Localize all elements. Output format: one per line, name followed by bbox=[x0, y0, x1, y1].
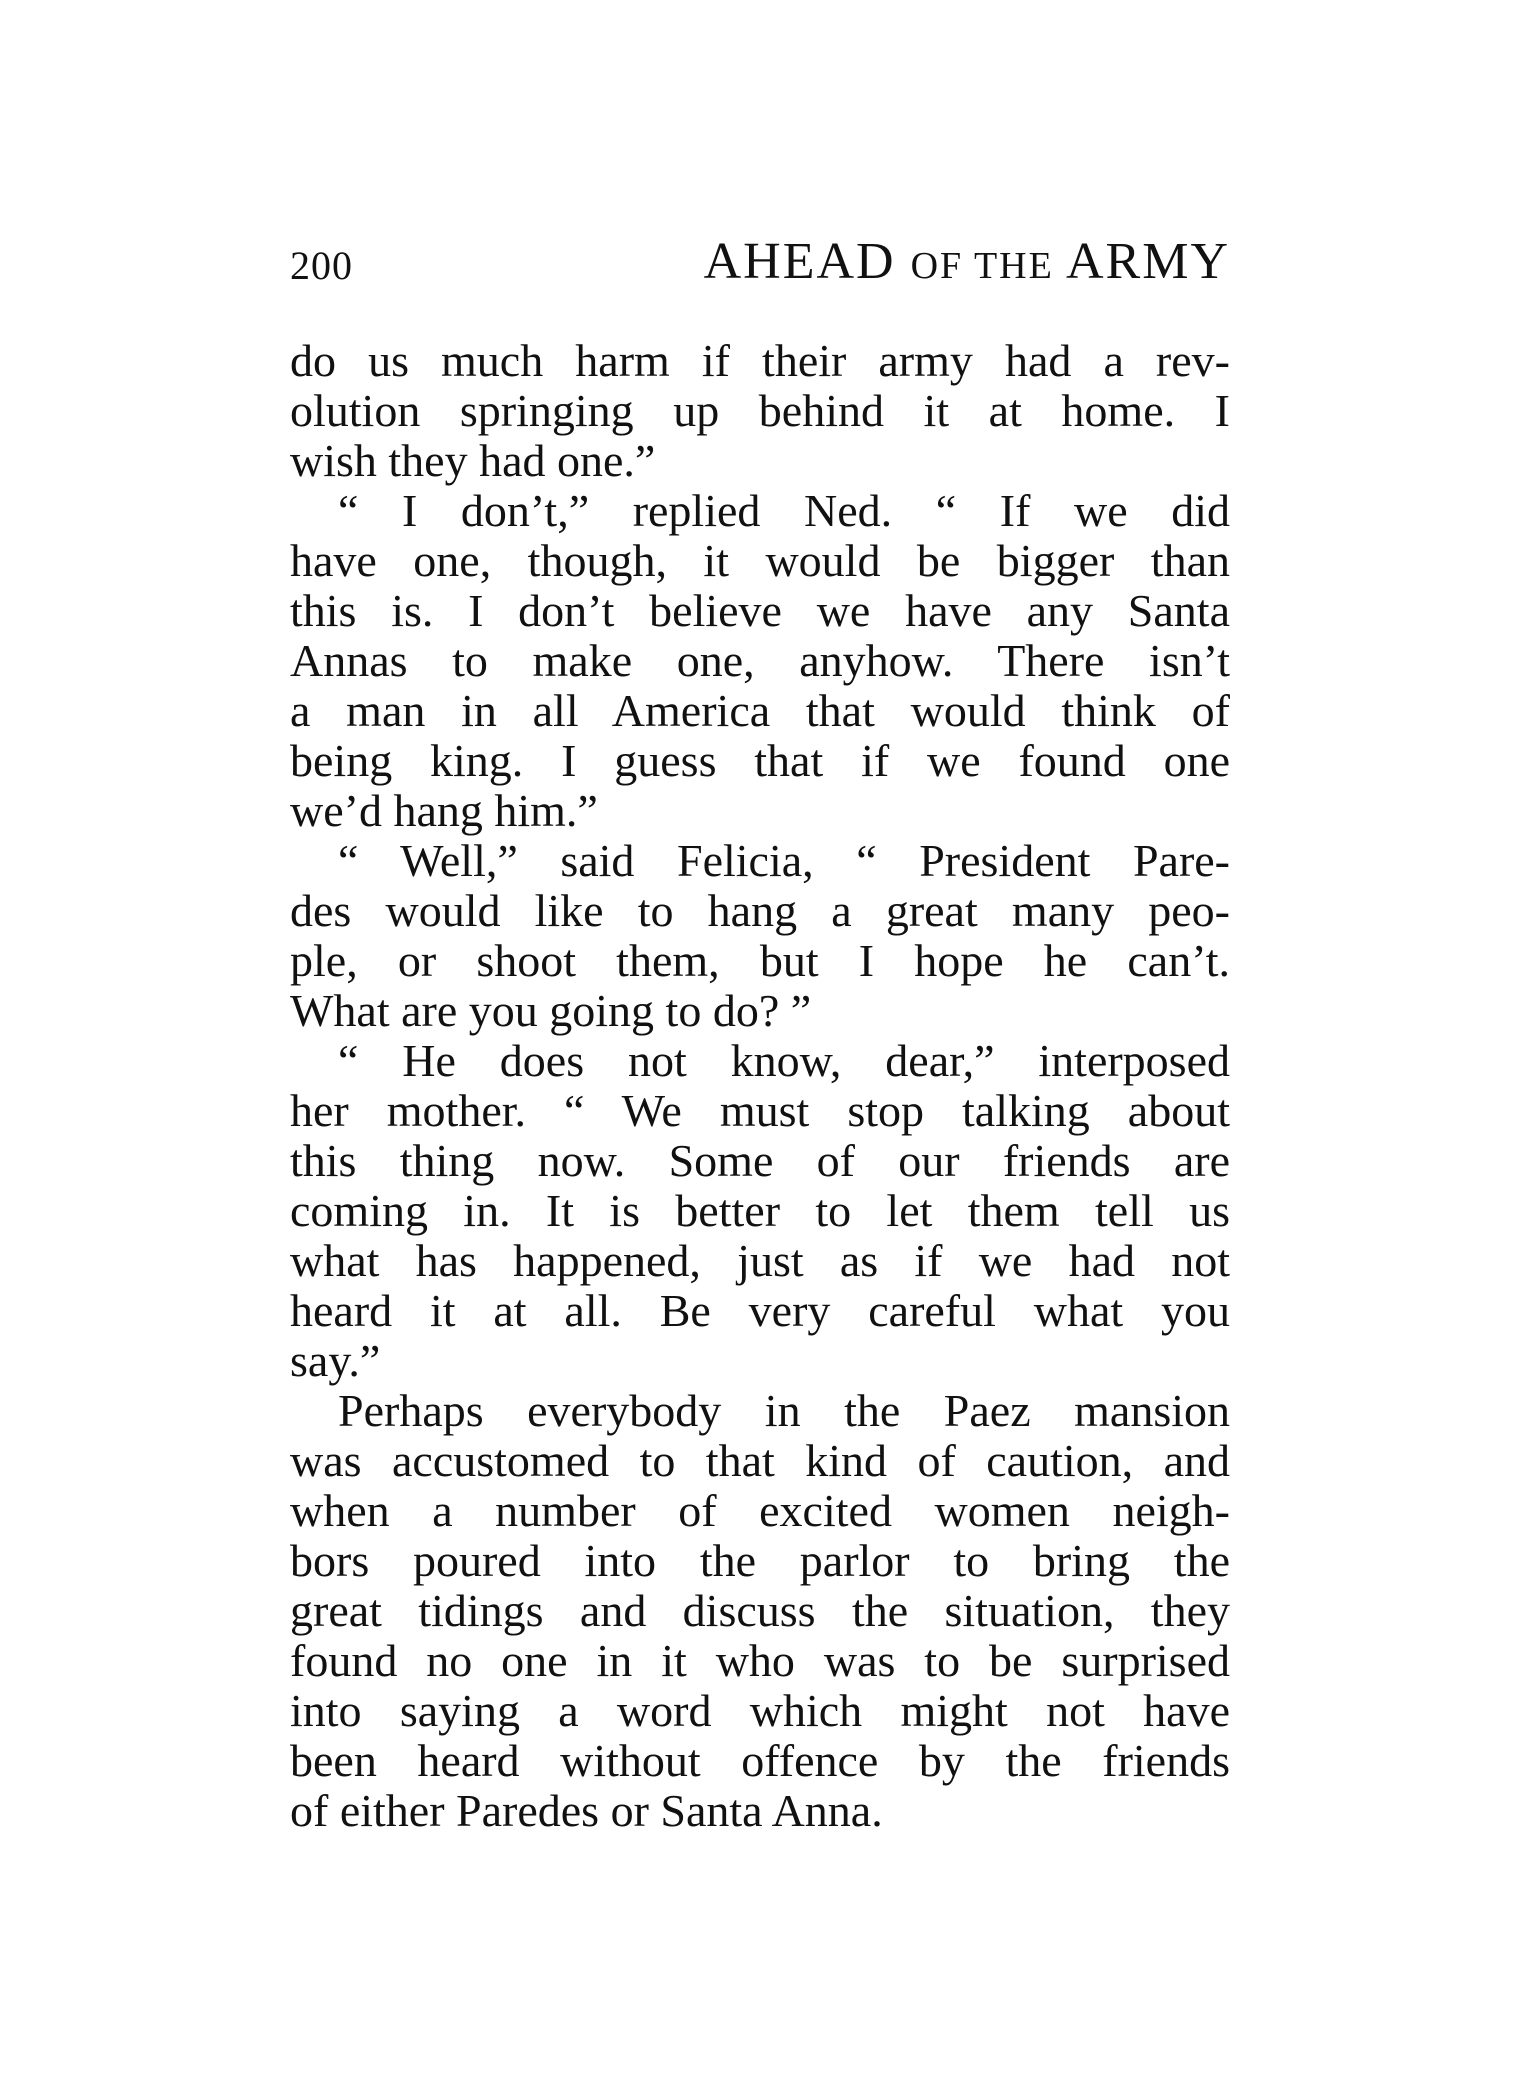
running-title bbox=[704, 232, 1230, 291]
text-line: this is. I don’t believe we have any Santa bbox=[290, 586, 1230, 636]
text-line: “ He does not know, dear,” interposed bbox=[338, 1036, 1230, 1086]
text-line: olution springing up behind it at home. I bbox=[290, 386, 1230, 436]
text-line: what has happened, just as if we had not bbox=[290, 1236, 1230, 1286]
text-line: coming in. It is better to let them tell us bbox=[290, 1186, 1230, 1236]
text-line: of either Paredes or Santa Anna. bbox=[290, 1786, 883, 1836]
text-line: ple, or shoot them, but I hope he can’t. bbox=[290, 936, 1230, 986]
text-line: was accustomed to that kind of caution, and bbox=[290, 1436, 1230, 1486]
text-line: great tidings and discuss the situation, they bbox=[290, 1586, 1230, 1636]
text-line: “ I don’t,” replied Ned. “ If we did bbox=[338, 486, 1230, 536]
page-number: 200 bbox=[290, 243, 353, 288]
text-line: “ Well,” said Felicia, “ President Pare- bbox=[338, 836, 1230, 886]
running-title-part: AHEAD bbox=[703, 233, 911, 290]
text-line: have one, though, it would be bigger than bbox=[290, 536, 1230, 586]
text-line: Annas to make one, anyhow. There isn’t bbox=[290, 636, 1230, 686]
text-line: wish they had one.” bbox=[290, 436, 656, 486]
text-line: this thing now. Some of our friends are bbox=[290, 1136, 1230, 1186]
body-text bbox=[290, 336, 1230, 1836]
text-line: into saying a word which might not have bbox=[290, 1686, 1230, 1736]
text-line: Perhaps everybody in the Paez mansion bbox=[338, 1386, 1230, 1436]
running-title-part: OF THE bbox=[910, 245, 1054, 287]
text-line: found no one in it who was to be surprised bbox=[290, 1636, 1230, 1686]
text-line: What are you going to do? ” bbox=[290, 986, 812, 1036]
text-line: heard it at all. Be very careful what you bbox=[290, 1286, 1230, 1336]
text-line: her mother. “ We must stop talking about bbox=[290, 1086, 1230, 1136]
text-line: been heard without offence by the friends bbox=[290, 1736, 1230, 1786]
text-line: we’d hang him.” bbox=[290, 786, 598, 836]
text-line: a man in all America that would think of bbox=[290, 686, 1230, 736]
running-title-part: ARMY bbox=[1053, 233, 1230, 290]
text-line: when a number of excited women neigh- bbox=[290, 1486, 1230, 1536]
running-header bbox=[290, 232, 1230, 302]
text-line: do us much harm if their army had a rev- bbox=[290, 336, 1230, 386]
text-line: bors poured into the parlor to bring the bbox=[290, 1536, 1230, 1586]
text-line: des would like to hang a great many peo- bbox=[290, 886, 1230, 936]
text-line: being king. I guess that if we found one bbox=[290, 736, 1230, 786]
text-line: say.” bbox=[290, 1336, 381, 1386]
